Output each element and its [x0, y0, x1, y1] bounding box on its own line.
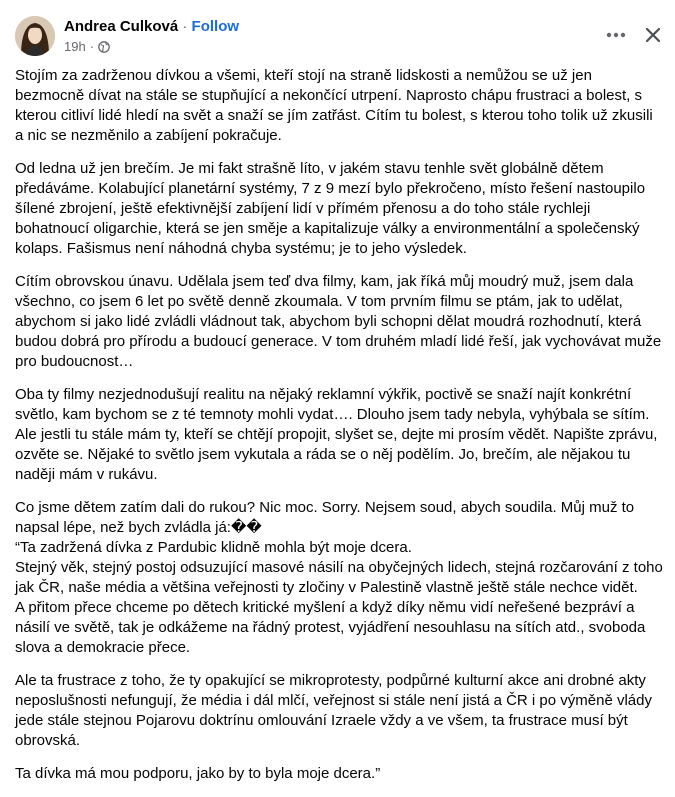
close-icon: [645, 27, 661, 43]
close-button[interactable]: [636, 20, 670, 50]
post-paragraph: Stojím za zadrženou dívkou a všemi, kteří stojí na straně lidskosti a nemůžou se už jen bezmocně dívat na stále se stupňující a nekončící utrpení. Naprosto chápu frustraci a bolest, s kterou citliví lidé hledí na svět a snaží se jím zatřást. Cítím tu bolest, s kterou toho tolik už zkusili a nic se nezměnilo a zabíjení pokračuje.: [15, 67, 653, 144]
post-paragraph: Ta dívka má mou podporu, jako by to byla moje dcera.”: [15, 765, 381, 782]
post-header: [0, 0, 675, 64]
post-body: [15, 66, 665, 797]
avatar-portrait-icon: [15, 16, 55, 56]
follow-button[interactable]: Follow: [191, 18, 240, 35]
author-name[interactable]: Andrea Culková: [64, 18, 179, 35]
post-paragraph: Od ledna už jen brečím. Je mi fakt strašně líto, v jakém stavu tenhle svět globálně dětem předáváme. Kolabující planetární systémy, 7 z 9 mezí bylo překročeno, místo řešení nastoupilo šílené zbrojení, ještě efektivnější zabíjení lidí v přímém přenosu a do toho stále rychleji bohatnoucí oligarchie, která se jen směje a kapitalizuje války a environmentální a společenský kolaps. Fašismus není náhodná chyba systému; je to jeho výsledek.: [15, 160, 646, 257]
author-avatar[interactable]: [15, 16, 55, 56]
post-paragraph: Co jsme dětem zatím dali do rukou? Nic moc. Sorry. Nejsem soud, abych soudila. Můj muž to napsal lépe, než bych zvládla já:�� “Ta zadržená dívka z Pardubic klidně mohla být moje dcera. Stejný věk, stejný postoj odsuzující masové násilí na obyčejných lidech, stejná rozčarování z toho jak ČR, naše média a většina veřejnosti ty zločiny v Palestině vlastně ještě stále nechce vidět. A přitom přece chceme po dětech kritické myšlení a když díky němu vidí neřešené bezpráví a násilí ve světě, tak je odkážeme na řádný protest, vyjádření nesouhlasu na sítích atd., svoboda slova a demokracie přece.: [15, 499, 663, 656]
post-paragraph: Cítím obrovskou únavu. Udělala jsem teď dva filmy, kam, jak říká můj moudrý muž, jsem dala všechno, co jsem 6 let po světě denně zkoumala. V tom prvním filmu se ptám, jak to udělat, abychom si jako lidé zvládli vládnout tak, abychom byli schopni dělat moudrá rozhodnutí, která budou dobrá pro přírodu a budoucí generace. V tom druhém mladí lidé řeší, jak vychovávat muže pro budoucnost…: [15, 273, 662, 370]
author-line: [64, 17, 239, 36]
post-timestamp[interactable]: 19h: [64, 39, 86, 54]
more-options-button[interactable]: [596, 20, 636, 50]
post-paragraph: Oba ty filmy nezjednodušují realitu na nějaký reklamní výkřik, poctivě se snaží najít konkrétní světlo, kam bychom se z té temnoty mohli vydat…. Dlouho jsem tady nebyla, vyhýbala se sítím. Ale jestli tu stále mám ty, kteří se chtějí propojit, slyšet se, dejte mi prosím vědět. Napište zprávu, ozvěte se. Nějaké to světlo jsem vykutala a ráda se o něj podělím. Jo, brečím, ale nějakou tu naději mám v rukávu.: [15, 386, 658, 483]
meta-separator: ·: [89, 39, 95, 54]
more-icon: [606, 32, 626, 38]
globe-icon[interactable]: [98, 41, 110, 53]
post-meta: [64, 39, 110, 55]
post-paragraph: Ale ta frustrace z toho, že ty opakující se mikroprotesty, podpůrné kulturní akce ani drobné akty neposlušnosti nefungují, že média i dál mlčí, veřejnost si stále není jistá a ČR i po výměně vlády jede stále stejnou Pojarovu doktrínu omlouvání Izraele vždy a ve všem, ta frustrace musí být obrovská.: [15, 672, 652, 749]
name-separator: ·: [182, 18, 188, 35]
